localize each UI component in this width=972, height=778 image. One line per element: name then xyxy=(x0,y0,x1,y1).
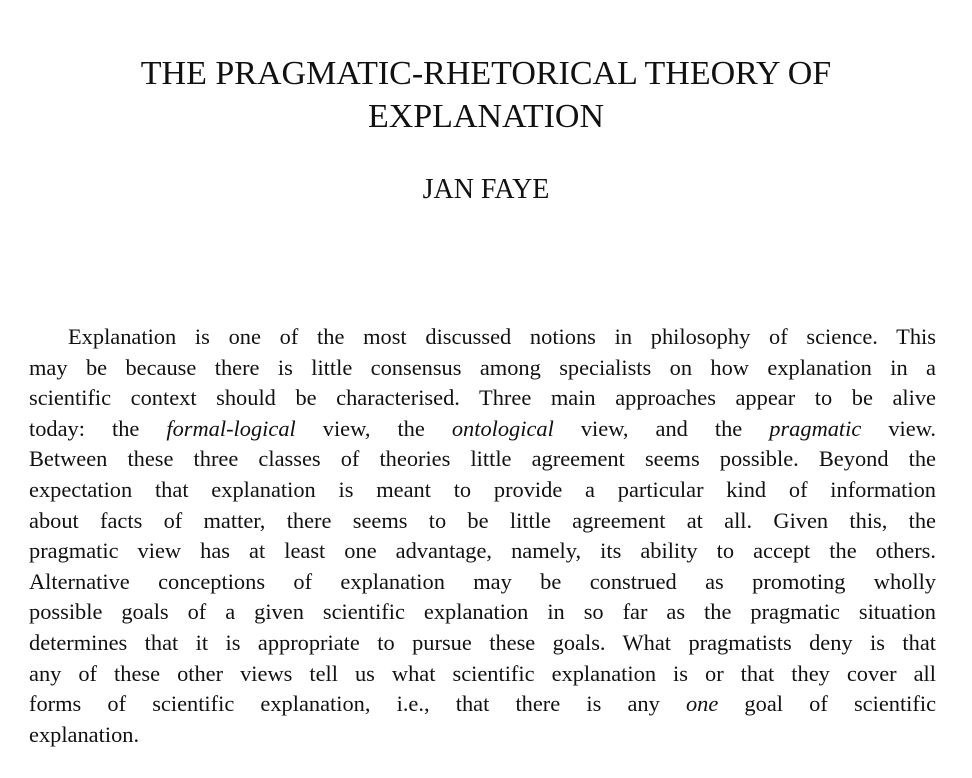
text-run: view, and the xyxy=(553,415,770,441)
paragraph-line-7: about facts of matter, there seems to be little agreement at all. Given this, the xyxy=(29,507,936,533)
emphasis-ontological: ontological xyxy=(451,415,554,441)
paragraph-line-6: expectation that explanation is meant to provide a particular kind of information xyxy=(29,476,936,502)
emphasis-one: one xyxy=(685,691,719,717)
paragraph-line-11: determines that it is appropriate to pursue these goals. What pragmatists deny is that xyxy=(29,629,936,655)
paragraph-line-5: Between these three classes of theories little agreement seems possible. Beyond the xyxy=(29,446,936,472)
text-run: view, the xyxy=(295,415,452,441)
paper-title xyxy=(60,52,912,138)
paragraph-line-12: any of these other views tell us what scientific explanation is or that they cover all xyxy=(29,660,936,686)
paragraph-line-1: Explanation is one of the most discussed notions in philosophy of science. This xyxy=(68,324,936,349)
paragraph-line-2: may be because there is little consensus among specialists on how explanation in a xyxy=(29,354,936,380)
body-paragraph xyxy=(29,322,936,750)
paragraph-line-4 xyxy=(29,414,936,445)
emphasis-pragmatic: pragmatic xyxy=(769,415,862,441)
text-run: today: the xyxy=(29,415,167,441)
paper-title-line-2: EXPLANATION xyxy=(367,98,605,135)
paragraph-line-14: explanation. xyxy=(29,721,140,747)
text-run: view. xyxy=(861,415,937,441)
paragraph-line-10: possible goals of a given scientific explanation in so far as the pragmatic situation xyxy=(29,599,936,625)
paragraph-line-13 xyxy=(29,689,936,720)
text-run: goal of scientific xyxy=(718,691,937,717)
text-run: forms of scientific explanation, i.e., that there is any xyxy=(29,691,686,717)
paper-title-line-1: THE PRAGMATIC-RHETORICAL THEORY OF xyxy=(140,55,832,92)
paragraph-line-9: Alternative conceptions of explanation may be construed as promoting wholly xyxy=(29,568,936,594)
author-name: JAN FAYE xyxy=(422,174,550,205)
paragraph-line-3: scientific context should be characterised. Three main approaches appear to be alive xyxy=(29,385,936,411)
paragraph-line-8: pragmatic view has at least one advantage, namely, its ability to accept the others. xyxy=(29,538,936,564)
emphasis-formal-logical: formal-logical xyxy=(166,415,296,441)
